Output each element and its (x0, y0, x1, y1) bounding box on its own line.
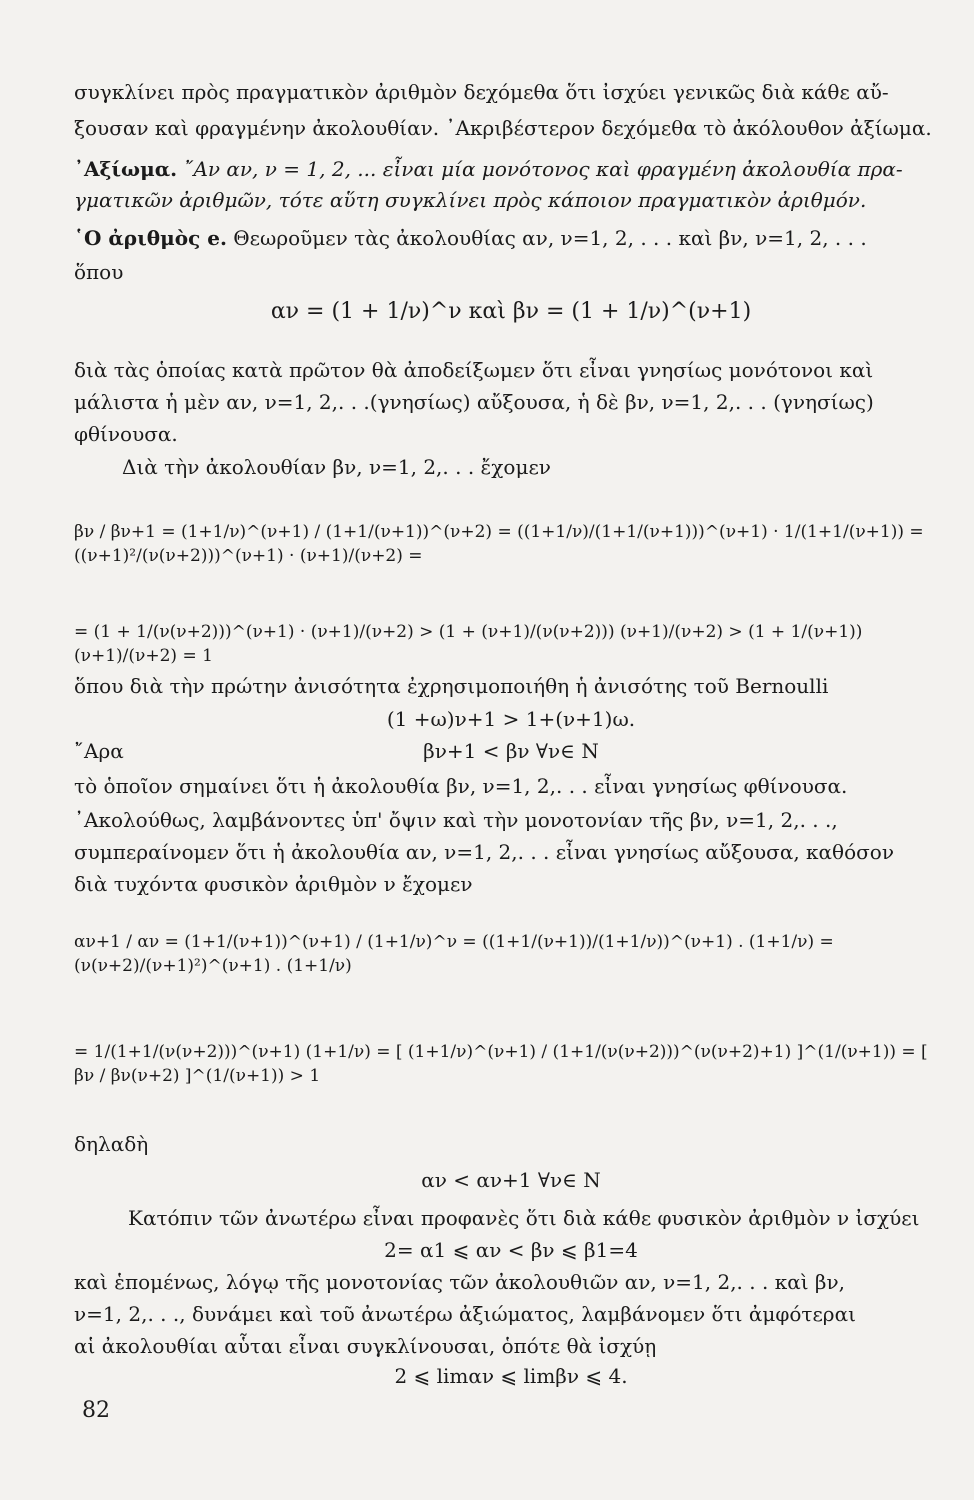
axiom-label: ᾿Αξίωμα. (74, 157, 178, 181)
bernoulli-inequality: (1 +ω)ν+1 > 1+(ν+1)ω. (386, 707, 636, 731)
para2-line-1: διὰ τὰς ὁποίας κατὰ πρῶτον θὰ ἀποδείξωμεν ὅτι εἶναι γνησίως μονότονοι καὶ (74, 358, 874, 382)
dhladh-label: δηλαδὴ (74, 1132, 149, 1156)
axiom-line-1 (74, 155, 948, 183)
para6-line: Κατόπιν τῶν ἀνωτέρω εἶναι προφανὲς ὅτι διὰ κάθε φυσικὸν ἀριθμὸν ν ἰσχύει (128, 1206, 920, 1230)
equation-alpha-ratio-2: = 1/(1+1/(ν(ν+2)))^(ν+1) (1+1/ν) = [ (1+1/ν)^(ν+1) / (1+1/(ν(ν+2)))^(ν(ν+2)+1) ]^(1/(ν+1)) = [ βν / βν(ν+2) ]^(1/(ν+1)) > 1 (74, 1042, 928, 1086)
limit-inequality: 2 ⩽ limαν ⩽ limβν ⩽ 4. (394, 1364, 628, 1388)
e-number-line (74, 224, 948, 252)
para7-line-2: ν=1, 2,. . ., δυνάμει καὶ τοῦ ἀνωτέρω ἀξιώματος, λαμβάνομεν ὅτι ἀμφότεραι (74, 1302, 856, 1326)
axiom-line-2: γματικῶν ἀριθμῶν, τότε αὕτη συγκλίνει πρὸς κάποιον πραγματικὸν ἀριθμόν. (74, 188, 867, 212)
equation-alpha-ratio-1: αν+1 / αν = (1+1/(ν+1))^(ν+1) / (1+1/ν)^ν = ((1+1/(ν+1))/(1+1/ν))^(ν+1) . (1+1/ν) = (ν(ν+2)/(ν+1)²)^(ν+1) . (1+1/ν) (74, 932, 834, 976)
axiom-text-1: ῎Αν αν, ν = 1, 2, ... εἶναι μία μονότονος καὶ φραγμένη ἀκολουθία πρα- (183, 157, 903, 181)
para5-line-2: ᾿Ακολούθως, λαμβάνοντες ὑπ' ὄψιν καὶ τὴν μονοτονίαν τῆς βν, ν=1, 2,. . ., (74, 808, 838, 832)
e-number-label: ῾Ο ἀριθμὸς e. (74, 226, 227, 250)
para7-line-1: καὶ ἑπομένως, λόγῳ τῆς μονοτονίας τῶν ἀκολουθιῶν αν, ν=1, 2,. . . καὶ βν, (74, 1270, 845, 1294)
equation-beta-ratio-1: βν / βν+1 = (1+1/ν)^(ν+1) / (1+1/(ν+1))^(ν+2) = ((1+1/ν)/(1+1/(ν+1)))^(ν+1) · 1/(1+1/(ν+1)) = ((ν+1)²/(ν(ν+2)))^(ν+1) · (ν+1)/(ν+2) = (74, 522, 924, 566)
para5-line-4: διὰ τυχόντα φυσικὸν ἀριθμὸν ν ἔχομεν (74, 872, 473, 896)
para2-line-2: μάλιστα ἡ μὲν αν, ν=1, 2,. . .(γνησίως) αὔξουσα, ἡ δὲ βν, ν=1, 2,. . . (γνησίως) (74, 390, 874, 414)
equation-beta-ratio-2: = (1 + 1/(ν(ν+2)))^(ν+1) · (ν+1)/(ν+2) > (1 + (ν+1)/(ν(ν+2))) (ν+1)/(ν+2) > (1 + 1/(ν+1)) (ν+1)/(ν+2) = 1 (74, 622, 863, 666)
para6-equation: 2= α1 ⩽ αν < βν ⩽ β1=4 (384, 1238, 638, 1262)
ara-equation: βν+1 < βν ∀ν∈ N (423, 739, 599, 763)
text-line-2: ξουσαν καὶ φραγμένην ἀκολουθίαν. ᾿Ακριβέστερον δεχόμεθα τὸ ἀκόλουθον ἀξίωμα. (74, 116, 932, 140)
equation-alpha-beta-def: αν = (1 + 1/ν)^ν καὶ βν = (1 + 1/ν)^(ν+1) (270, 299, 752, 324)
para5-line-1: τὸ ὁποῖον σημαίνει ὅτι ἡ ἀκολουθία βν, ν=1, 2,. . . εἶναι γνησίως φθίνουσα. (74, 774, 848, 798)
para5-line-3: συμπεραίνομεν ὅτι ἡ ἀκολουθία αν, ν=1, 2,. . . εἶναι γνησίως αὔξουσα, καθόσον (74, 840, 894, 864)
para2-line-3: φθίνουσα. (74, 422, 178, 446)
para4-line-1: ὅπου διὰ τὴν πρώτην ἀνισότητα ἐχρησιμοποιήθη ἡ ἀνισότης τοῦ Bernoulli (74, 674, 829, 698)
dhladh-equation: αν < αν+1 ∀ν∈ N (421, 1168, 601, 1192)
e-number-text: Θεωροῦμεν τὰς ἀκολουθίας αν, ν=1, 2, . . . καὶ βν, ν=1, 2, . . . (233, 226, 867, 250)
text-line-1: συγκλίνει πρὸς πραγματικὸν ἀριθμὸν δεχόμεθα ὅτι ἰσχύει γενικῶς διὰ κάθε αὔ- (74, 80, 889, 104)
para7-line-3: αἱ ἀκολουθίαι αὗται εἶναι συγκλίνουσαι, ὁπότε θὰ ἰσχύῃ (74, 1334, 657, 1358)
para3-line: Διὰ τὴν ἀκολουθίαν βν, ν=1, 2,. . . ἔχομεν (122, 455, 551, 479)
opou-1: ὅπου (74, 260, 124, 284)
page-number: 82 (82, 1398, 110, 1423)
ara-label: ῎Αρα (74, 739, 124, 763)
